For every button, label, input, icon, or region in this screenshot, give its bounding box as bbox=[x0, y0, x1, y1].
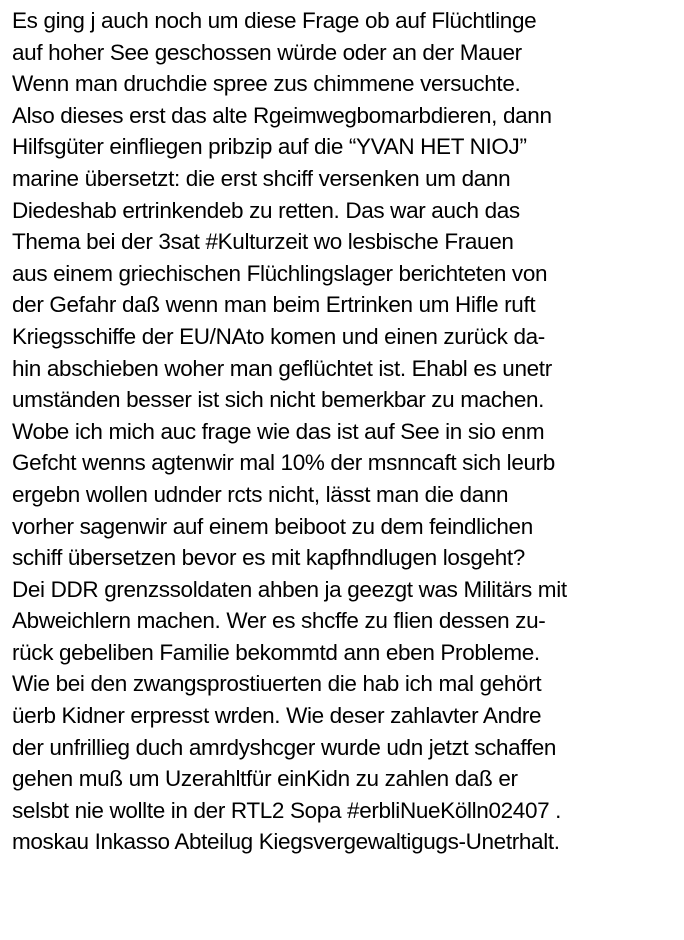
text-line: der Gefahr daß wenn man beim Ertrinken um Hifle ruft bbox=[12, 292, 536, 318]
text-line: schiff übersetzen bevor es mit kapfhndlugen losgeht? bbox=[12, 545, 525, 571]
text-line: auf hoher See geschossen würde oder an der Mauer bbox=[12, 39, 522, 65]
text-line: rück gebeliben Familie bekommtd ann eben Probleme. bbox=[12, 639, 540, 665]
text-line: Abweichlern machen. Wer es shcffe zu flien dessen zu- bbox=[12, 608, 546, 634]
text-line: hin abschieben woher man geflüchtet ist. Ehabl es unetr bbox=[12, 355, 552, 381]
text-line: Also dieses erst das alte Rgeimwegbomarbdieren, dann bbox=[12, 102, 552, 128]
text-line: umständen besser ist sich nicht bemerkbar zu machen. bbox=[12, 387, 545, 413]
text-line: vorher sagenwir auf einem beiboot zu dem feindlichen bbox=[12, 513, 533, 539]
text-line: üerb Kidner erpresst wrden. Wie deser zahlavter Andre bbox=[12, 703, 542, 729]
text-line: ergebn wollen udnder rcts nicht, lässt man die dann bbox=[12, 481, 509, 507]
text-line: Hilfsgüter einfliegen pribzip auf die “YVAN HET NIOJ” bbox=[12, 134, 527, 160]
text-line: marine übersetzt: die erst shciff versenken um dann bbox=[12, 165, 511, 191]
text-line: Dei DDR grenzssoldaten ahben ja geezgt was Militärs mit bbox=[12, 576, 567, 602]
text-line: Thema bei der 3sat #Kulturzeit wo lesbische Frauen bbox=[12, 229, 514, 255]
text-line: selsbt nie wollte in der RTL2 Sopa #erbliNueKölln02407 . bbox=[12, 797, 562, 823]
text-line: gehen muß um Uzerahltfür einKidn zu zahlen daß er bbox=[12, 766, 518, 792]
text-line: Gefcht wenns agtenwir mal 10% der msnncaft sich leurb bbox=[12, 450, 555, 476]
text-line: moskau Inkasso Abteilug Kiegsvergewaltigugs-Unetrhalt. bbox=[12, 829, 560, 855]
text-line: aus einem griechischen Flüchlingslager berichteten von bbox=[12, 260, 548, 286]
text-line: Wenn man druchdie spree zus chimmene versuchte. bbox=[12, 71, 521, 97]
text-line: Diedeshab ertrinkendeb zu retten. Das war auch das bbox=[12, 197, 520, 223]
text-line: Wie bei den zwangsprostiuerten die hab ich mal gehört bbox=[12, 671, 542, 697]
document-text bbox=[12, 5, 680, 858]
text-line: Wobe ich mich auc frage wie das ist auf See in sio enm bbox=[12, 418, 545, 444]
text-line: Kriegsschiffe der EU/NAto komen und einen zurück da- bbox=[12, 323, 545, 349]
text-line: Es ging j auch noch um diese Frage ob auf Flüchtlinge bbox=[12, 8, 537, 33]
text-line: der unfrillieg duch amrdyshcger wurde udn jetzt schaffen bbox=[12, 734, 557, 760]
